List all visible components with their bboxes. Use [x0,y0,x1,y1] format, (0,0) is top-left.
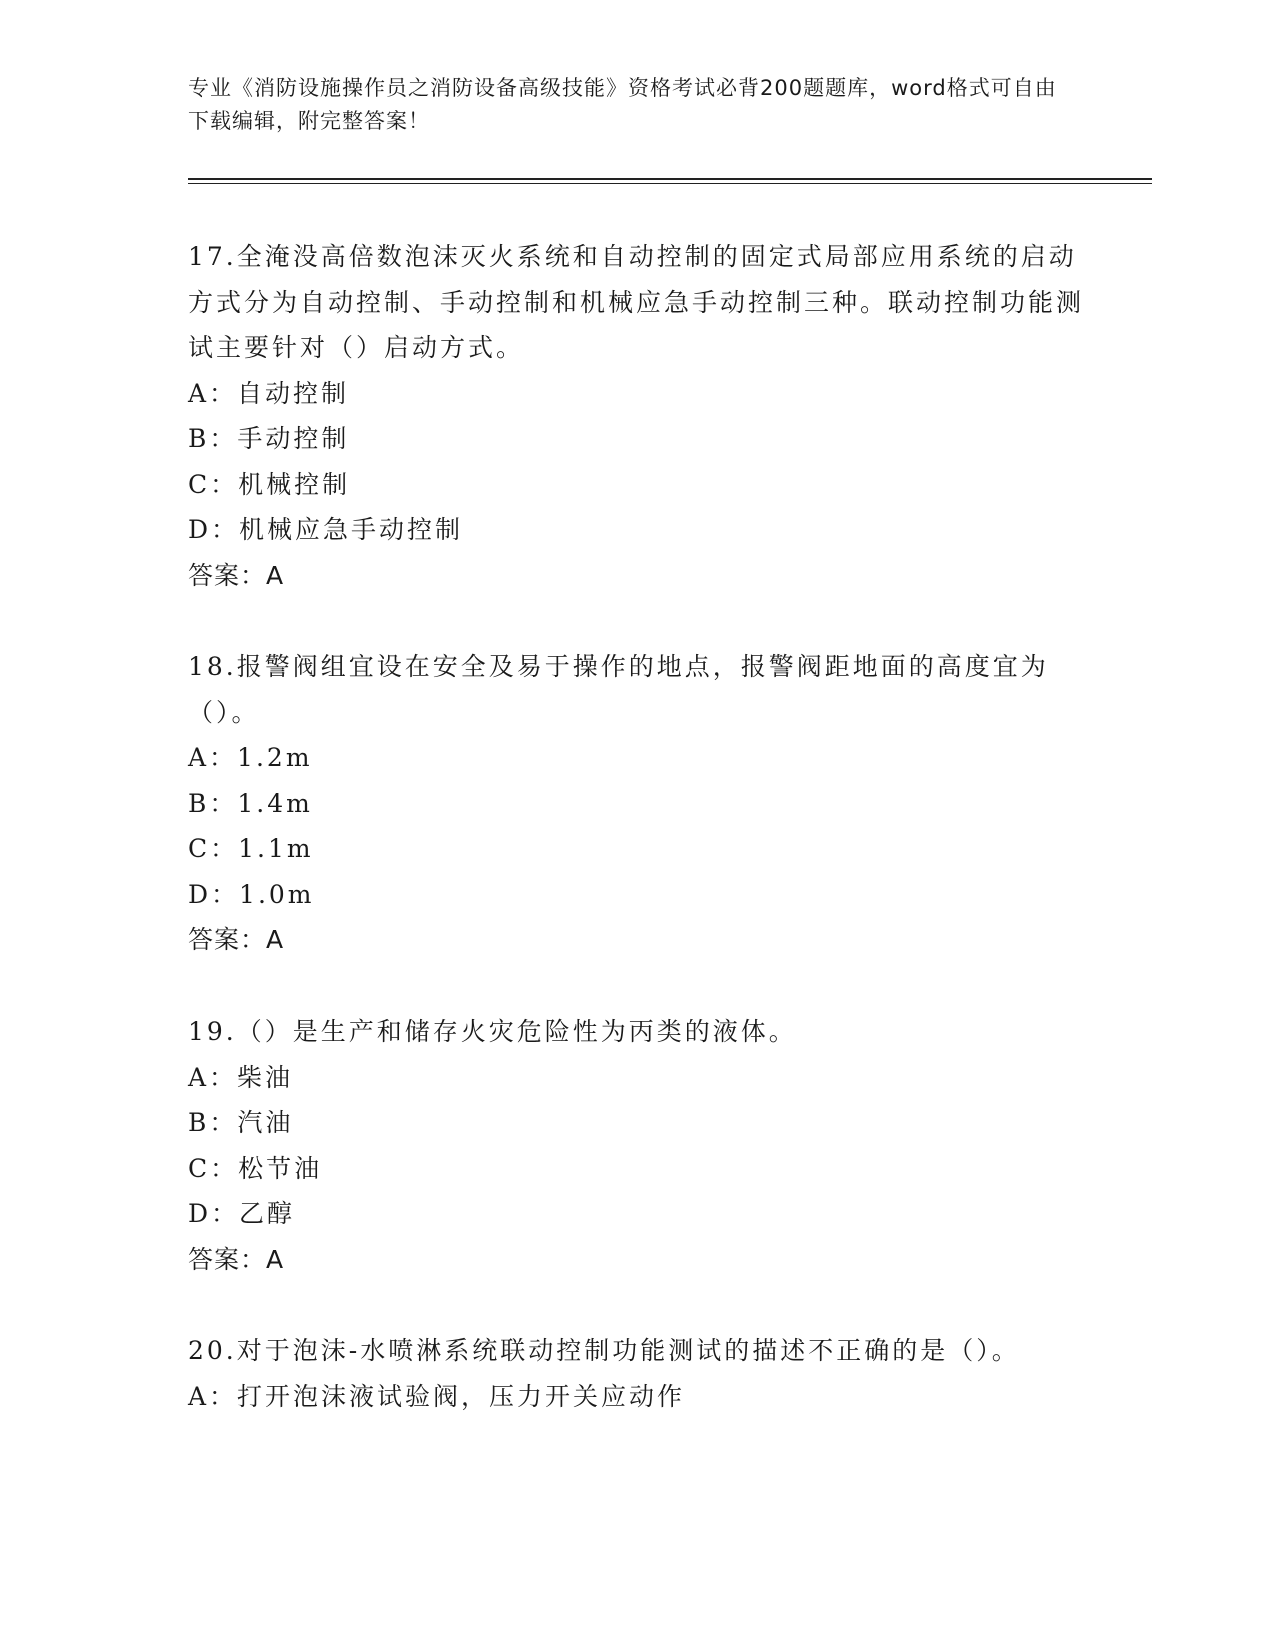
question-stem: 18.报警阀组宜设在安全及易于操作的地点，报警阀距地面的高度宜为（）。 [188,652,1049,727]
answer: 答案：A [188,925,285,954]
option-a: A：1.2m [188,743,313,772]
question-stem: 20.对于泡沫-水喷淋系统联动控制功能测试的描述不正确的是（）。 [188,1336,1020,1365]
option-c: C：机械控制 [188,469,351,499]
option-d: D：机械应急手动控制 [188,515,464,544]
option-d: D：1.0m [188,879,315,909]
question-19 [188,1009,1088,1282]
option-c: C：1.1m [188,834,314,863]
question-18 [188,644,1088,963]
option-a: A：柴油 [188,1062,294,1092]
question-stem: 19.（）是生产和储存火灾危险性为丙类的液体。 [188,1017,797,1046]
option-b: B：汽油 [188,1108,294,1137]
question-20 [188,1328,1088,1419]
header-divider-bottom [188,183,1152,184]
document-intro: 专业《消防设施操作员之消防设备高级技能》资格考试必背200题题库，word格式可自由下载编辑，附完整答案！ [188,76,1057,133]
option-a: A：打开泡沫液试验阀，压力开关应动作 [188,1381,686,1411]
question-17 [188,234,1088,598]
answer: 答案：A [188,1244,285,1274]
option-b: B：手动控制 [188,424,350,453]
option-a: A：自动控制 [188,378,350,408]
option-c: C：松节油 [188,1153,323,1183]
option-b: B：1.4m [188,788,313,818]
answer: 答案：A [188,560,285,590]
option-d: D：乙醇 [188,1199,296,1228]
question-stem: 17.全淹没高倍数泡沫灭火系统和自动控制的固定式局部应用系统的启动方式分为自动控制、手动控制和机械应急手动控制三种。联动控制功能测试主要针对（）启动方式。 [188,242,1085,362]
header-divider-top [188,178,1152,180]
